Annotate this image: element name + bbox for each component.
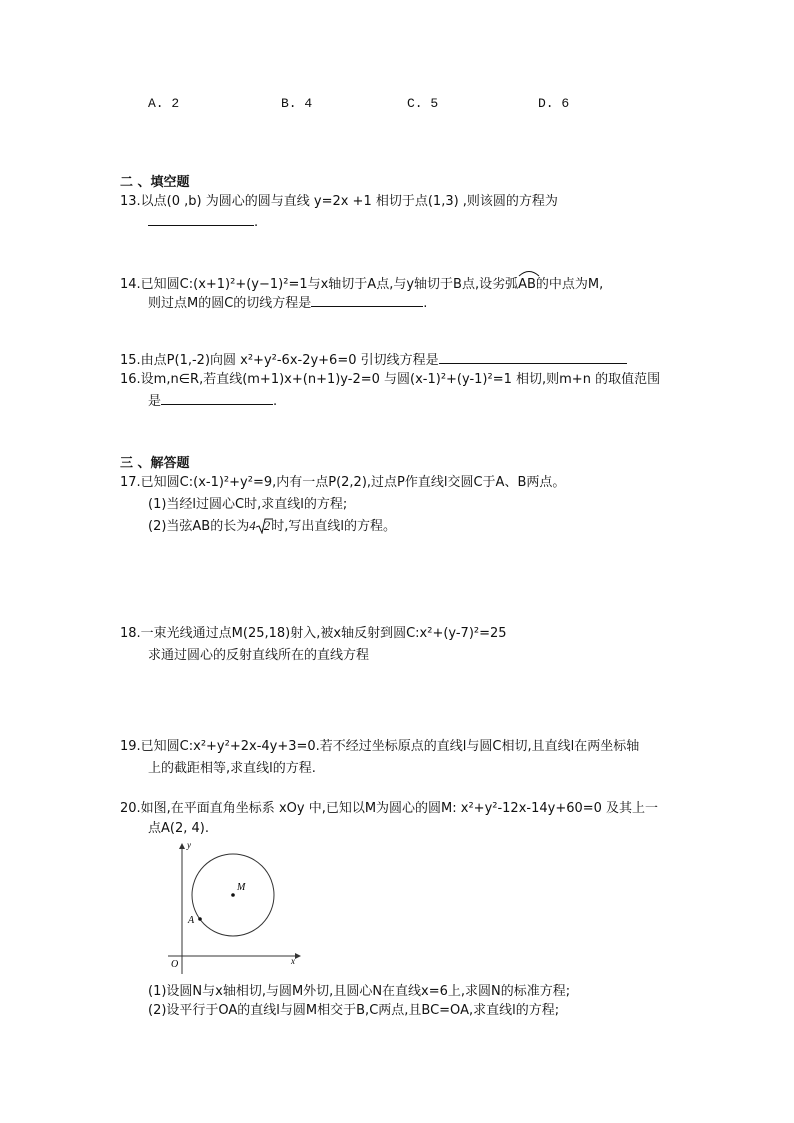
q15-answer-blank[interactable]: [439, 351, 627, 364]
q14-line1: 14.已知圆C:(x+1)²+(y−1)²=1与x轴切于A点,与y轴切于B点,设劣弧 AB的中点为M,: [120, 274, 603, 294]
x-axis-label: x: [291, 956, 295, 966]
center-m-label: M: [237, 882, 246, 893]
q13-line2: .: [148, 213, 258, 232]
sqrt-expression: 2: [256, 517, 272, 536]
section3-title: 三 、解答题: [120, 456, 190, 471]
sqrt-sign-icon: [256, 518, 274, 534]
arc-mark-icon: [518, 269, 540, 277]
q20-line2: 点A(2, 4).: [148, 821, 209, 836]
q14-answer-blank[interactable]: [311, 294, 423, 307]
q17-line1: 17.已知圆C:(x-1)²+y²=9,内有一点P(2,2),过点P作直线l交圆C于A、B两点。: [120, 475, 566, 490]
q16-answer-blank[interactable]: [161, 392, 273, 405]
q20-line1: 20.如图,在平面直角坐标系 xOy 中,已知以M为圆心的圆M: x²+y²-12x-14y+60=0 及其上一: [120, 801, 659, 816]
q16-line1: 16.设m,n∈R,若直线(m+1)x+(n+1)y-2=0 与圆(x-1)²+(y-1)²=1 相切,则m+n 的取值范围: [120, 372, 661, 387]
center-m-point: [231, 893, 235, 897]
point-a-label: A: [188, 915, 195, 926]
point-a: [198, 917, 202, 921]
origin-label: O: [171, 959, 179, 970]
option-a: A. 2: [148, 96, 180, 111]
q19-line1: 19.已知圆C:x²+y²+2x-4y+3=0.若不经过坐标原点的直线l与圆C相切,且直线l在两坐标轴: [120, 739, 640, 754]
option-c: C. 5: [407, 96, 439, 111]
q17-part1: (1)当经l过圆心C时,求直线l的方程;: [148, 497, 348, 512]
option-b: B. 4: [281, 96, 313, 111]
q14-line2: 则过点M的圆C的切线方程是 .: [148, 296, 428, 311]
q18-line2: 求通过圆心的反射直线所在的直线方程: [148, 648, 370, 663]
coordinate-figure: [160, 838, 310, 978]
q13-answer-blank[interactable]: [148, 213, 254, 226]
arc-ab: AB: [518, 274, 536, 294]
q17-part2: (2)当弦AB的长为4 2时,写出直线l的方程。: [148, 518, 396, 534]
section2-title: 二 、填空题: [120, 175, 190, 190]
option-d: D. 6: [538, 96, 570, 111]
q18-line1: 18.一束光线通过点M(25,18)射入,被x轴反射到圆C:x²+(y-7)²=25: [120, 626, 507, 641]
q15-line: 15.由点P(1,-2)向圆 x²+y²-6x-2y+6=0 引切线方程是: [120, 351, 627, 370]
q20-part1: (1)设圆N与x轴相切,与圆M外切,且圆心N在直线x=6上,求圆N的标准方程;: [148, 984, 571, 999]
q19-line2: 上的截距相等,求直线l的方程.: [148, 761, 316, 776]
q13-line1: 13.以点(0 ,b) 为圆心的圆与直线 y=2x +1 相切于点(1,3) ,则该圆的方程为: [120, 194, 558, 209]
q16-line2: 是 .: [148, 394, 278, 409]
q20-part2: (2)设平行于OA的直线l与圆M相交于B,C两点,且BC=OA,求直线l的方程;: [148, 1003, 560, 1018]
y-axis-label: y: [187, 840, 191, 850]
